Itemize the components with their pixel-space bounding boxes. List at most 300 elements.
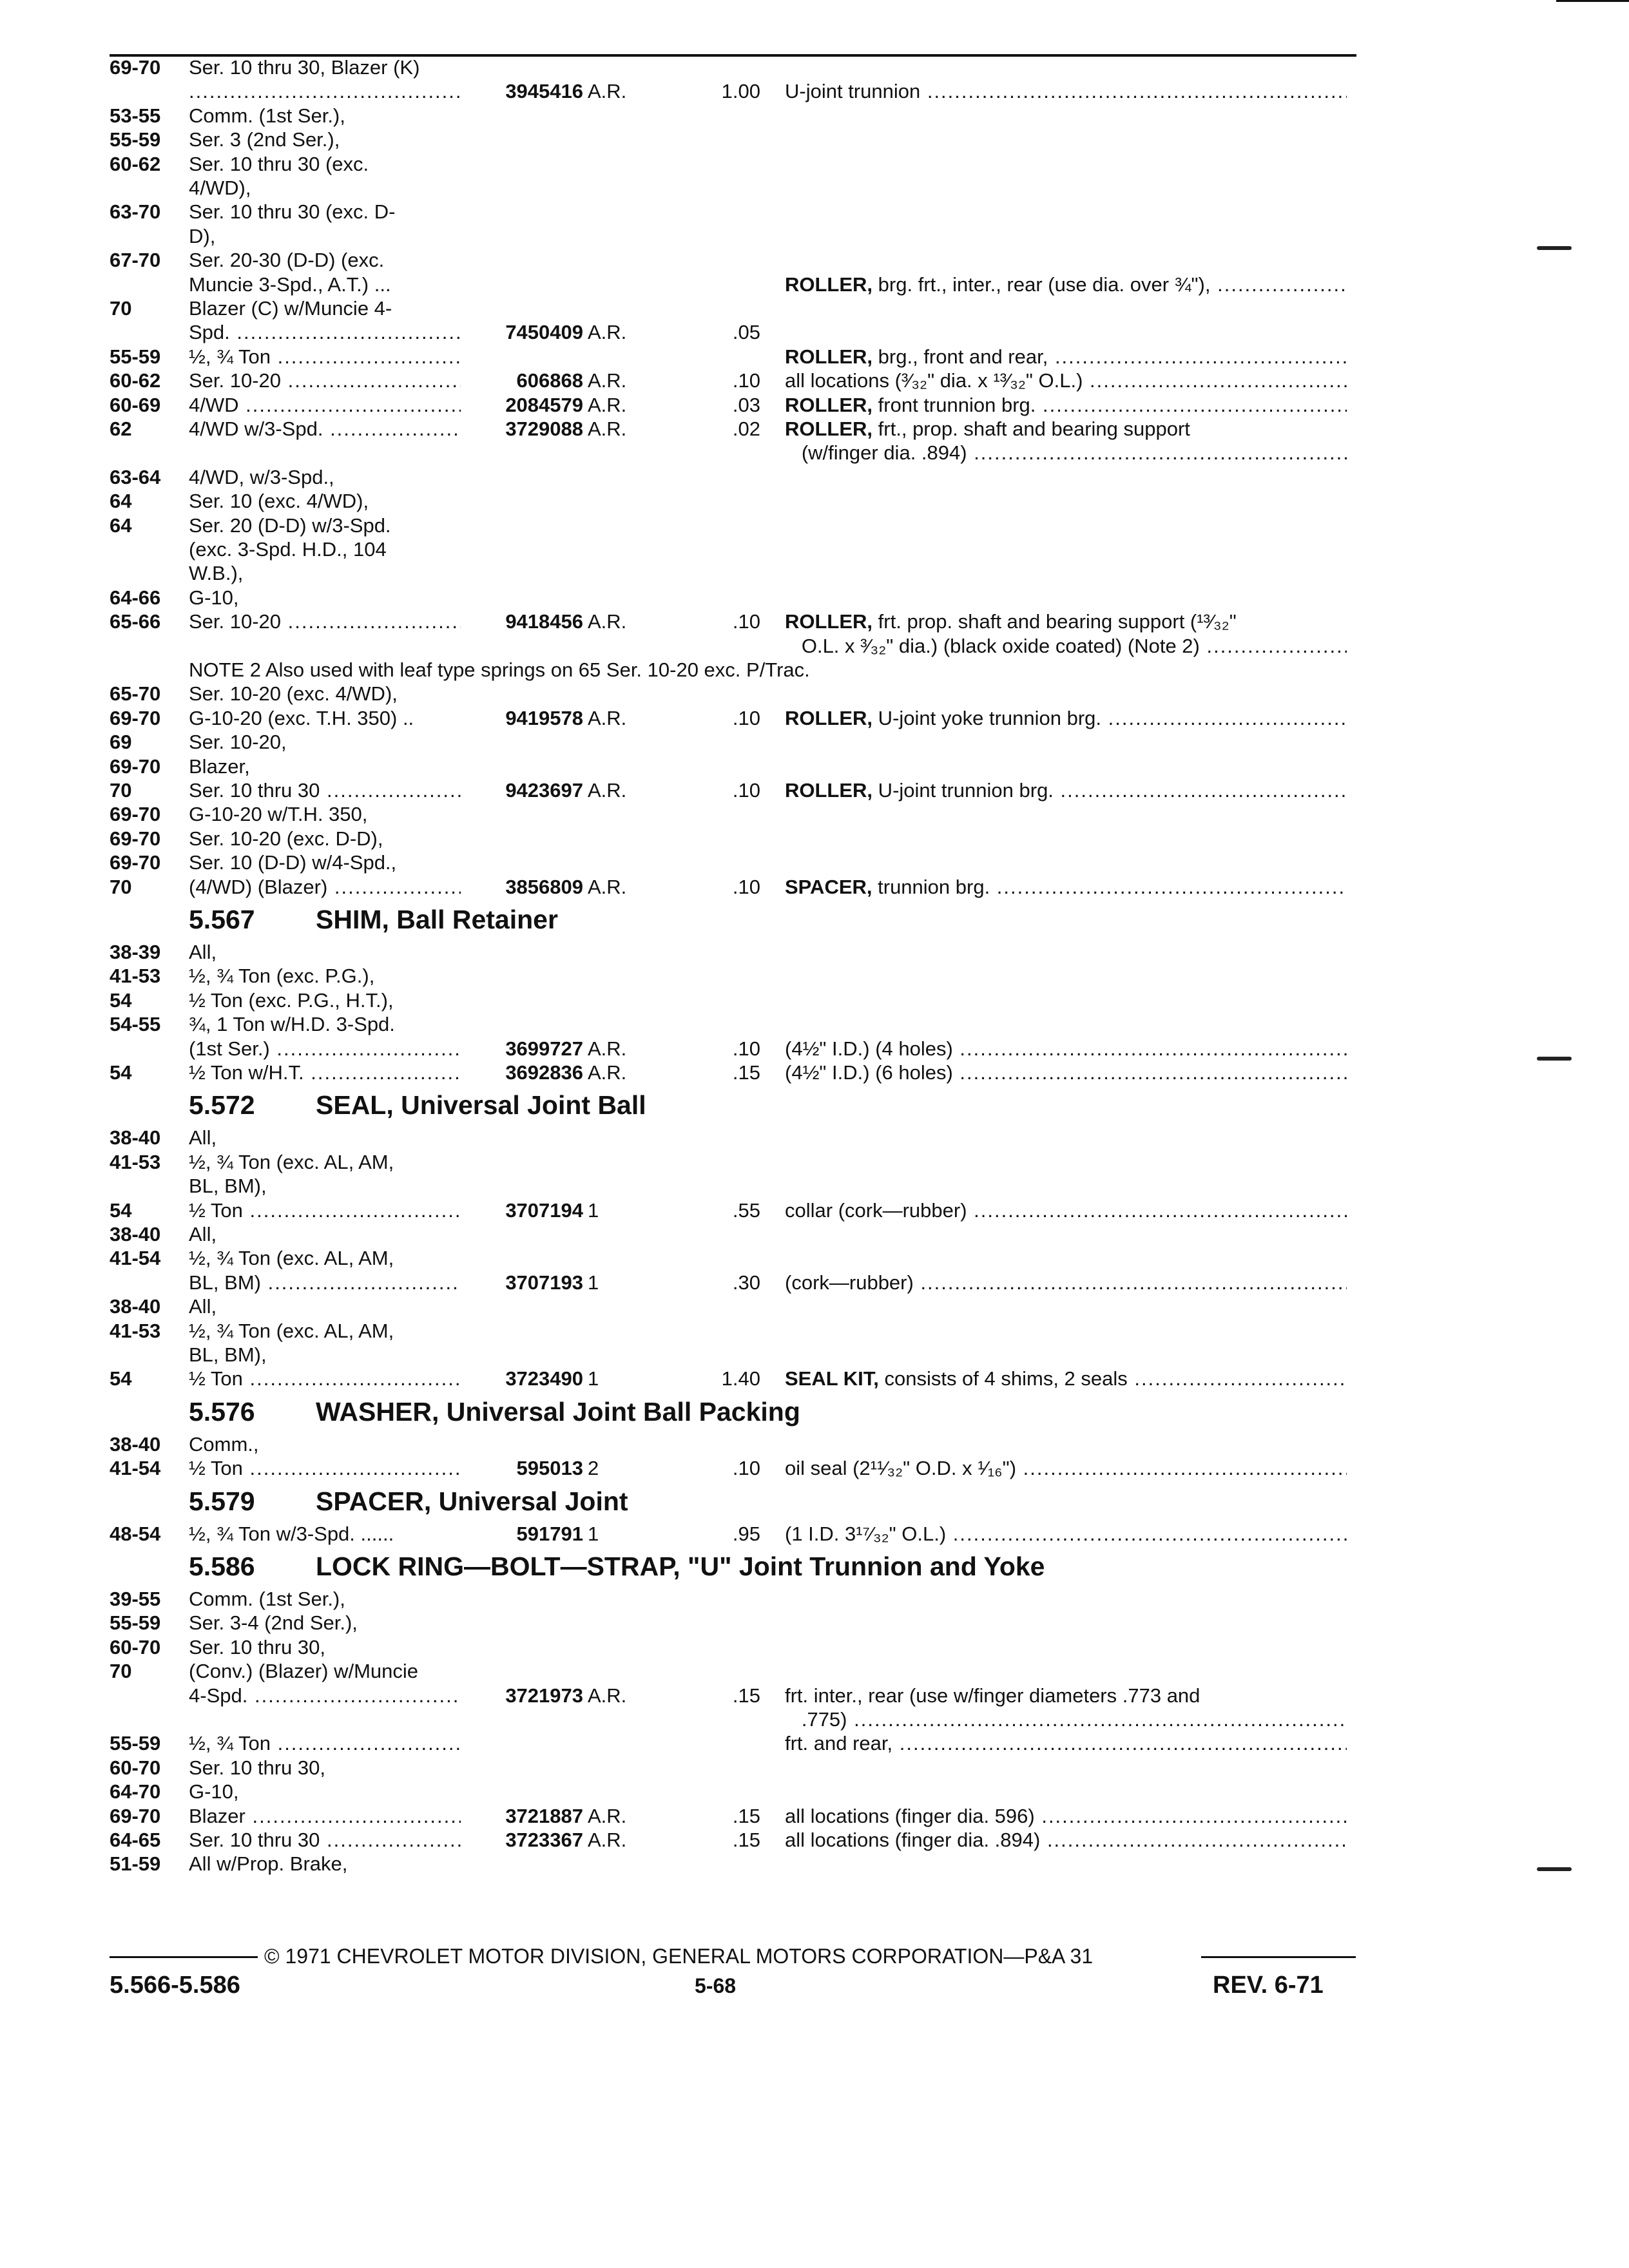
part-detail: oil seal (2¹¹⁄₃₂" O.D. x ¹⁄₁₆") (785, 1457, 1017, 1480)
model-years: 38-40 (110, 1295, 161, 1318)
model-years: 69-70 (110, 754, 161, 778)
listing-row (0, 1271, 1629, 1295)
application: Ser. 3 (2nd Ser.), (189, 128, 340, 151)
section-number: 5.576 (189, 1396, 255, 1427)
part-detail: (1 I.D. 3¹⁷⁄₃₂" O.L.) (785, 1522, 947, 1545)
part-name: SPACER, (785, 875, 872, 898)
model-years: 54 (110, 1367, 132, 1390)
model-years: 54 (110, 1061, 132, 1084)
listing-row (0, 537, 1629, 562)
model-years: 38-40 (110, 1432, 161, 1456)
part-detail: frt. and rear, (785, 1732, 893, 1755)
application: ½ Ton ..... (189, 1367, 461, 1391)
listing-row (0, 610, 1629, 634)
part-description (785, 1707, 1347, 1732)
listing-row (0, 1756, 1629, 1780)
application: 4/WD), (189, 177, 251, 199)
application: ¾, 1 Ton w/H.D. 3-Spd. (189, 1013, 395, 1036)
model-years: 63-64 (110, 465, 161, 488)
listing-row (0, 1150, 1629, 1175)
section-heading (0, 1088, 1629, 1122)
top-right-edge (1556, 0, 1629, 2)
listing-row (0, 1343, 1629, 1367)
listing-row (0, 1684, 1629, 1708)
quantity: A.R. (588, 1684, 627, 1707)
application: ½ Ton ..... (189, 1456, 461, 1481)
application: ½, ¾ Ton w/3-Spd. ...... (189, 1522, 394, 1545)
listing-row (0, 658, 1629, 682)
model-years: 41-53 (110, 965, 161, 988)
page-number: 5-68 (695, 1974, 737, 1997)
listing-row (0, 682, 1629, 706)
application: BL, BM) ..... (189, 1271, 461, 1295)
application: 4/WD w/3-Spd. ..... (189, 417, 461, 441)
model-years: 41-54 (110, 1457, 161, 1480)
part-name: SEAL KIT, (785, 1367, 879, 1390)
listing-row (0, 369, 1629, 393)
price: .10 (732, 875, 760, 898)
section-title: SHIM, Ball Retainer (316, 905, 558, 934)
listing-row (0, 850, 1629, 875)
part-detail: frt., prop. shaft and bearing support (872, 418, 1190, 440)
application: Ser. 10 (exc. 4/WD), (189, 490, 369, 513)
part-number: 3945416 (505, 80, 583, 103)
application: 4/WD, w/3-Spd., (189, 465, 334, 488)
part-detail: frt. prop. shaft and bearing support (¹³⁄₃₂" (872, 610, 1237, 633)
application: Ser. 10 thru 30 (exc. D- (189, 200, 396, 224)
application: (4/WD) (Blazer) ..... (189, 875, 461, 899)
application: Ser. 10 thru 30, (189, 1635, 325, 1658)
footer-rule-left (110, 1956, 258, 1958)
model-years: 38-39 (110, 941, 161, 963)
part-description (785, 610, 1347, 634)
listing-row (0, 940, 1629, 965)
part-detail: (4½" I.D.) (6 holes) (785, 1061, 953, 1084)
listing-row (0, 586, 1629, 610)
application: W.B.), (189, 562, 244, 585)
application: 4-Spd. ..... (189, 1684, 461, 1708)
price: .10 (732, 610, 760, 633)
model-years: 64 (110, 514, 132, 537)
application: Ser. 10 (D-D) w/4-Spd., (189, 851, 397, 874)
listing-row (0, 55, 1629, 80)
listing-row (0, 1731, 1629, 1756)
model-years: 69-70 (110, 56, 161, 79)
section-number: 5.586 (189, 1552, 255, 1581)
price: .10 (732, 369, 760, 392)
listing-row (0, 1587, 1629, 1611)
listing-row (0, 1319, 1629, 1343)
listing-row (0, 465, 1629, 490)
quantity: A.R. (588, 1804, 627, 1827)
listing-row (0, 754, 1629, 779)
application: 4/WD ..... (189, 393, 461, 418)
application: Comm. (1st Ser.), (189, 1588, 345, 1610)
listing-row (0, 345, 1629, 369)
application: All w/Prop. Brake, (189, 1852, 348, 1876)
revision-label: REV. 6-71 (1213, 1972, 1324, 1999)
part-description (785, 1828, 1347, 1852)
section-title: SPACER, Universal Joint (316, 1486, 628, 1516)
price: .10 (732, 706, 760, 729)
application: Ser. 20-30 (D-D) (exc. (189, 249, 385, 272)
listing-row (0, 875, 1629, 899)
model-years: 60-70 (110, 1635, 161, 1658)
part-number: 3729088 (505, 418, 583, 440)
application: Ser. 10 thru 30 ..... (189, 1828, 461, 1852)
price: .10 (732, 779, 760, 802)
section-number: 5.579 (189, 1486, 255, 1516)
listing-row (0, 1198, 1629, 1223)
part-detail: U-joint trunnion brg. (872, 779, 1054, 802)
part-description (785, 706, 1347, 731)
part-name: ROLLER, (785, 418, 873, 440)
application: Ser. 3-4 (2nd Ser.), (189, 1611, 358, 1635)
listing-row (0, 128, 1629, 152)
model-years: 55-59 (110, 1732, 161, 1755)
model-years: 65-70 (110, 682, 161, 706)
application: ½ Ton w/H.T. ..... (189, 1061, 461, 1085)
leader-dots (189, 79, 461, 104)
price: .03 (732, 393, 760, 416)
part-detail: front trunnion brg. (872, 393, 1036, 416)
section-title: WASHER, Universal Joint Ball Packing (316, 1396, 800, 1427)
application: Muncie 3-Spd., A.T.) ... (189, 273, 391, 296)
listing-row (0, 827, 1629, 851)
part-description (785, 1271, 1347, 1295)
application: Blazer, (189, 754, 250, 778)
application: G-10-20 w/T.H. 350, (189, 803, 368, 826)
model-years: 38-40 (110, 1223, 161, 1245)
listing-row (0, 1037, 1629, 1061)
section-heading (0, 1550, 1629, 1583)
part-description (785, 1522, 1347, 1546)
part-number: 2084579 (505, 393, 583, 416)
model-years: 69-70 (110, 706, 161, 729)
listing-row (0, 79, 1629, 104)
application: All, (189, 1223, 217, 1245)
part-detail: (w/finger dia. .894) (785, 441, 967, 465)
application: All, (189, 1295, 217, 1318)
application: Blazer (C) w/Muncie 4- (189, 297, 392, 320)
part-detail: all locations (finger dia. .894) (785, 1829, 1041, 1851)
model-years: 53-55 (110, 104, 161, 127)
section-number: 5.567 (189, 905, 255, 934)
part-number: 3721887 (505, 1804, 583, 1827)
quantity: A.R. (588, 418, 627, 440)
price: .15 (732, 1061, 760, 1084)
listing-row (0, 441, 1629, 465)
part-description (785, 875, 1347, 899)
price: 1.00 (721, 80, 760, 103)
listing-row (0, 1174, 1629, 1198)
part-detail: all locations (finger dia. 596) (785, 1804, 1035, 1827)
part-name: ROLLER, (785, 610, 873, 633)
part-detail: consists of 4 shims, 2 seals (878, 1367, 1128, 1390)
model-years: 64-66 (110, 586, 161, 609)
margin-mark (1537, 1057, 1572, 1061)
copyright-notice: © 1971 CHEVROLET MOTOR DIVISION, GENERAL MOTORS CORPORATION—P&A 31 (264, 1945, 1094, 1968)
price: .05 (732, 321, 760, 344)
part-detail: brg. frt., inter., rear (use dia. over ¾"), (872, 273, 1211, 296)
application: G-10-20 (exc. T.H. 350) .. (189, 706, 414, 729)
model-years: 41-53 (110, 1150, 161, 1173)
part-detail: (4½" I.D.) (4 holes) (785, 1037, 953, 1060)
model-years: 70 (110, 875, 132, 898)
quantity: A.R. (588, 80, 627, 103)
application: Ser. 20 (D-D) w/3-Spd. (189, 514, 391, 537)
section-title: SEAL, Universal Joint Ball (316, 1090, 646, 1120)
application: Ser. 10-20, (189, 731, 287, 754)
listing-row (0, 152, 1629, 177)
listing-row (0, 320, 1629, 345)
part-description (785, 1684, 1347, 1708)
listing-row (0, 1659, 1629, 1684)
quantity: A.R. (588, 779, 627, 802)
application: ½, ¾ Ton (exc. P.G.), (189, 965, 375, 988)
part-detail: (cork—rubber) (785, 1271, 914, 1294)
part-detail: brg., front and rear, (872, 345, 1048, 368)
quantity: A.R. (588, 706, 627, 729)
listing-row (0, 417, 1629, 441)
listing-row (0, 1780, 1629, 1804)
part-name: ROLLER, (785, 273, 873, 296)
listing-row (0, 730, 1629, 754)
listing-row (0, 964, 1629, 988)
quantity: 1 (588, 1198, 599, 1222)
price: .15 (732, 1684, 760, 1707)
model-years: 70 (110, 779, 132, 802)
part-number: 3856809 (505, 875, 583, 898)
section-heading (0, 1395, 1629, 1428)
model-years: 55-59 (110, 345, 161, 368)
model-years: 60-70 (110, 1756, 161, 1779)
part-description (785, 1804, 1347, 1829)
part-name: ROLLER, (785, 393, 873, 416)
application: Ser. 10-20 (exc. D-D), (189, 827, 383, 850)
price: .10 (732, 1037, 760, 1060)
application: G-10, (189, 1780, 239, 1803)
quantity: 2 (588, 1457, 599, 1480)
application: Spd. ..... (189, 320, 461, 345)
model-years: 55-59 (110, 1611, 161, 1635)
listing-row (0, 988, 1629, 1013)
listing-row (0, 1432, 1629, 1457)
listing-row (0, 1635, 1629, 1660)
application: Ser. 10 thru 30, Blazer (K) (189, 56, 420, 79)
listing-row (0, 1456, 1629, 1481)
part-detail: .775) (785, 1708, 847, 1731)
quantity: A.R. (588, 1061, 627, 1084)
application: G-10, (189, 586, 239, 609)
listing-row (0, 634, 1629, 658)
part-description (785, 1731, 1347, 1756)
part-detail: O.L. x ³⁄₃₂" dia.) (black oxide coated) (Note 2) (785, 634, 1200, 657)
model-years: 48-54 (110, 1522, 161, 1545)
listing-row (0, 296, 1629, 321)
application: (1st Ser.) ..... (189, 1037, 461, 1061)
part-detail: U-joint trunnion (785, 80, 921, 103)
listing-row (0, 706, 1629, 731)
part-number: 3723367 (505, 1829, 583, 1851)
listing-row (0, 778, 1629, 803)
part-detail: U-joint yoke trunnion brg. (872, 706, 1102, 729)
model-years: 70 (110, 297, 132, 320)
listing-row (0, 1804, 1629, 1829)
margin-mark (1537, 246, 1572, 250)
margin-mark (1537, 1867, 1572, 1871)
quantity: A.R. (588, 1829, 627, 1851)
part-name: ROLLER, (785, 345, 873, 368)
part-description (785, 79, 1347, 104)
section-heading (0, 903, 1629, 936)
price: .55 (732, 1198, 760, 1222)
quantity: A.R. (588, 1037, 627, 1060)
model-years: 60-69 (110, 393, 161, 416)
application: (Conv.) (Blazer) w/Muncie (189, 1660, 419, 1683)
listing-row (0, 1222, 1629, 1247)
price: .15 (732, 1829, 760, 1851)
listing-row (0, 514, 1629, 538)
application: Ser. 10 thru 30 (exc. (189, 152, 369, 175)
model-years: 54-55 (110, 1013, 161, 1036)
model-years: 64-65 (110, 1829, 161, 1851)
model-years: 69-70 (110, 827, 161, 850)
listing-row (0, 1061, 1629, 1085)
model-years: 60-62 (110, 369, 161, 392)
quantity: 1 (588, 1367, 599, 1390)
quantity: A.R. (588, 369, 627, 392)
listing-row (0, 1522, 1629, 1546)
model-years: 60-62 (110, 152, 161, 175)
application: Ser. 10-20 ..... (189, 369, 461, 393)
model-years: 41-54 (110, 1247, 161, 1270)
model-years: 69-70 (110, 1804, 161, 1827)
part-name: ROLLER, (785, 779, 873, 802)
part-description (785, 369, 1347, 393)
part-number: 606868 (516, 369, 583, 392)
model-years: 69-70 (110, 803, 161, 826)
listing-row (0, 802, 1629, 827)
quantity: A.R. (588, 610, 627, 633)
section-range: 5.566-5.586 (110, 1972, 240, 1999)
model-years: 69 (110, 731, 132, 754)
listing-row (0, 393, 1629, 418)
price: .10 (732, 1457, 760, 1480)
application: Ser. 10-20 (exc. 4/WD), (189, 682, 398, 706)
price: .95 (732, 1522, 760, 1545)
application: ½ Ton ..... (189, 1198, 461, 1223)
model-years: 67-70 (110, 249, 161, 272)
part-description (785, 417, 1347, 441)
section-number: 5.572 (189, 1090, 255, 1120)
application: Ser. 10 thru 30 ..... (189, 778, 461, 803)
application: BL, BM), (189, 1343, 267, 1366)
quantity: 1 (588, 1522, 599, 1545)
model-years: 64-70 (110, 1780, 161, 1803)
listing-row (0, 224, 1629, 249)
part-number: 3699727 (505, 1037, 583, 1060)
footer-rule-right (1201, 1956, 1356, 1958)
part-description (785, 1367, 1347, 1391)
listing-row (0, 273, 1629, 297)
price: 1.40 (721, 1367, 760, 1390)
application: All, (189, 941, 217, 963)
application: Blazer ..... (189, 1804, 461, 1829)
part-description (785, 634, 1347, 658)
price: .02 (732, 418, 760, 440)
part-description (785, 1456, 1347, 1481)
listing-row (0, 1611, 1629, 1635)
part-number: 7450409 (505, 321, 583, 344)
listing-row (0, 489, 1629, 514)
listing-row (0, 1852, 1629, 1876)
part-description (785, 273, 1347, 297)
listing-row (0, 1246, 1629, 1271)
listing-row (0, 200, 1629, 224)
model-years: 41-53 (110, 1319, 161, 1342)
application: Ser. 10-20 ..... (189, 610, 461, 634)
application: ½, ¾ Ton ..... (189, 345, 461, 369)
quantity: 1 (588, 1271, 599, 1294)
model-years: 65-66 (110, 610, 161, 633)
application: Ser. 10 thru 30, (189, 1756, 325, 1779)
model-years: 51-59 (110, 1852, 161, 1876)
quantity: A.R. (588, 321, 627, 344)
part-description (785, 393, 1347, 418)
listing-row (0, 1012, 1629, 1037)
application: BL, BM), (189, 1175, 267, 1198)
model-years: 38-40 (110, 1126, 161, 1149)
listing-row (0, 176, 1629, 200)
part-number: 3707193 (505, 1271, 583, 1294)
part-description (785, 1198, 1347, 1223)
part-detail: all locations (³⁄₃₂" dia. x ¹³⁄₃₂" O.L.) (785, 369, 1083, 392)
application: (exc. 3-Spd. H.D., 104 (189, 538, 387, 561)
model-years: 39-55 (110, 1588, 161, 1610)
part-number: 3692836 (505, 1061, 583, 1084)
listing-row (0, 1126, 1629, 1150)
listing-row (0, 104, 1629, 128)
model-years: 63-70 (110, 200, 161, 224)
model-years: 54 (110, 1198, 132, 1222)
model-years: 69-70 (110, 851, 161, 874)
listing-row (0, 248, 1629, 273)
listing-row (0, 561, 1629, 586)
model-years: 55-59 (110, 128, 161, 151)
part-number: 3721973 (505, 1684, 583, 1707)
application: ½, ¾ Ton (exc. AL, AM, (189, 1150, 394, 1173)
listing-row (0, 1828, 1629, 1852)
part-number: 9418456 (505, 610, 583, 633)
part-description (785, 1037, 1347, 1061)
quantity: A.R. (588, 393, 627, 416)
model-years: 70 (110, 1660, 132, 1683)
application: ½, ¾ Ton ..... (189, 1731, 461, 1756)
application: NOTE 2 Also used with leaf type springs on 65 Ser. 10-20 exc. P/Trac. (189, 658, 810, 681)
part-number: 595013 (516, 1457, 583, 1480)
model-years: 54 (110, 988, 132, 1012)
application: ½ Ton (exc. P.G., H.T.), (189, 988, 394, 1012)
part-description (785, 778, 1347, 803)
application: Comm., (189, 1432, 259, 1456)
part-number: 591791 (516, 1522, 583, 1545)
price: .15 (732, 1804, 760, 1827)
section-title: LOCK RING—BOLT—STRAP, "U" Joint Trunnion and Yoke (316, 1552, 1045, 1581)
part-detail: trunnion brg. (872, 875, 990, 898)
price: .30 (732, 1271, 760, 1294)
application: ½, ¾ Ton (exc. AL, AM, (189, 1319, 394, 1342)
